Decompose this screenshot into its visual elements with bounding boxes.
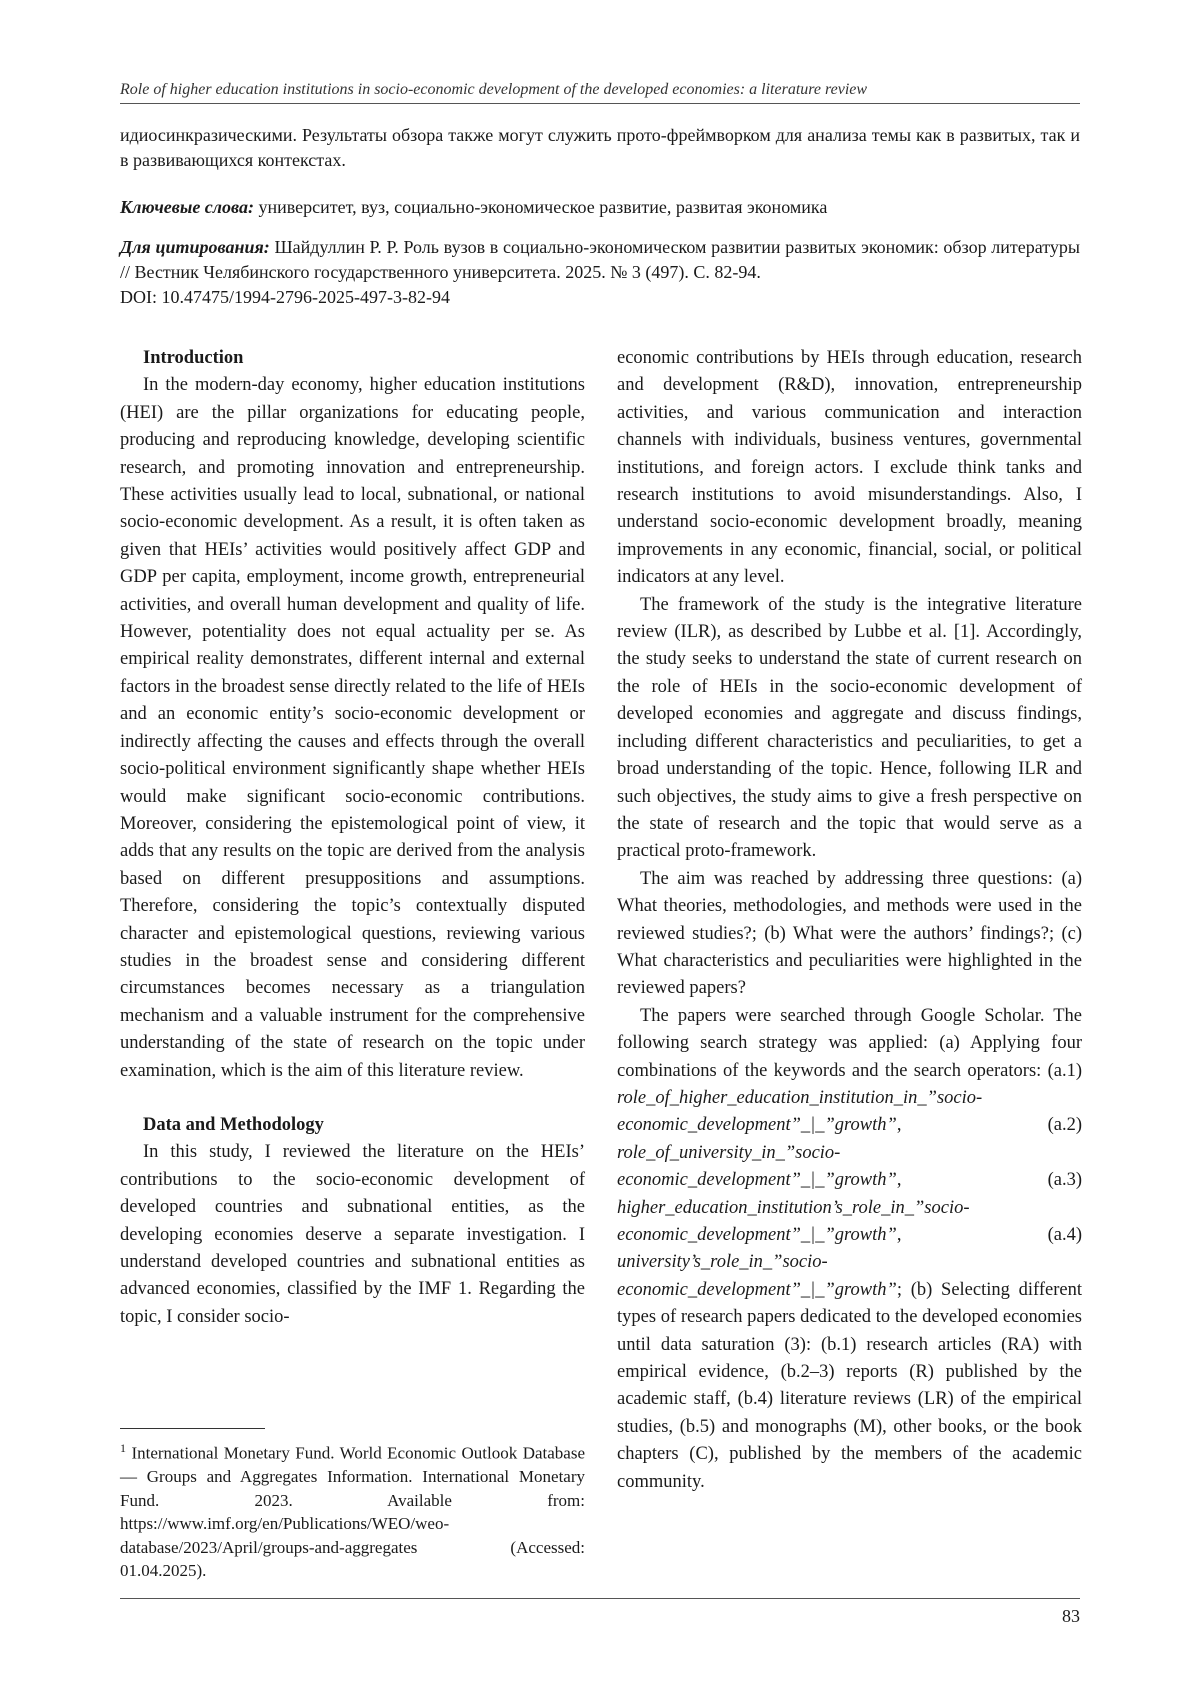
footer-rule [120, 1598, 1080, 1599]
search-intro: The papers were searched through Google Scholar. The following search strategy was applied: (a) Applying four combinations of the keywords and the search operators: (a.1) [617, 1005, 1082, 1081]
search-query-2: role_of_university_in_”socio-economic_development”_|_”growth” [617, 1142, 897, 1191]
footnote-text: International Monetary Fund. World Economic Outlook Database — Groups and Aggregates Information. International Monetary Fund. 2023. Available from: https://www.imf.org/en/Publications/WEO/weo-database/2023/April/groups-and-aggregates (Accessed: 01.04.2025). [120, 1443, 585, 1581]
search-sep-2: , (a.3) [896, 1170, 1082, 1191]
header-rule [120, 103, 1080, 104]
citation [120, 235, 1080, 310]
aim-paragraph: The aim was reached by addressing three questions: (a) What theories, methodologies, and methods were used in the reviewed studies?; (b) What were the authors’ findings?; (c) What characteristics and peculiarities were highlighted in the reviewed papers? [617, 868, 1082, 999]
abstract-tail: идиосинкразическими. Результаты обзора также могут служить прото-фреймворком для анализа темы как в развитых, так и в развивающихся контекстах. [120, 125, 1080, 170]
search-sep-1: , (a.2) [896, 1115, 1082, 1136]
citation-label: Для цитирования: [120, 237, 270, 257]
methodology-paragraph-start: In this study, I reviewed the literature on the HEIs’ contributions to the socio-economic development of developed countries and subnational entities, as the developing economies deserve a separate investigation. I understand developed countries and subnational entities as advanced economies, classified by the IMF 1. Regarding the topic, I consider socio- [120, 1142, 585, 1327]
search-paragraph [617, 1003, 1082, 1496]
methodology-paragraph-cont: economic contributions by HEIs through education, research and development (R&D), innovation, entrepreneurship activities, and various communication and interaction channels with individuals, business ventures, governmental institutions, and foreign actors. I exclude think tanks and research institutions to avoid misunderstandings. Also, I understand socio-economic development broadly, meaning improvements in any economic, financial, social, or political indicators at any level. [617, 348, 1082, 588]
search-query-3: higher_education_institution’s_role_in_”socio-economic_development”_|_”growth” [617, 1197, 970, 1245]
left-column [120, 345, 585, 1331]
footnote-rule [120, 1428, 265, 1429]
footnote [120, 1437, 585, 1583]
keywords [120, 195, 1080, 220]
right-column [617, 345, 1082, 1496]
keywords-label: Ключевые слова: [120, 197, 254, 217]
search-query-4: university’s_role_in_”socio-economic_development”_|_”growth” [617, 1252, 897, 1300]
introduction-paragraph: In the modern-day economy, higher education institutions (HEI) are the pillar organizations for educating people, producing and reproducing knowledge, developing scientific research, and promoting innovation and entrepreneurship. These activities usually lead to local, subnational, or national socio-economic development. As a result, it is often taken as given that HEIs’ activities would positively affect GDP and GDP per capita, employment, income growth, entrepreneurial activities, and overall human development and quality of life. However, potentiality does not equal actuality per se. As empirical reality demonstrates, different internal and external factors in the broadest sense directly related to the life of HEIs and an economic entity’s socio-economic development or indirectly affecting the causes and effects through the overall socio-political environment significantly shape whether HEIs would make significant socio-economic contributions. Moreover, considering the epistemological point of view, it adds that any results on the topic are derived from the analysis based on different presuppositions and assumptions. Therefore, considering the topic’s contextually disputed character and epistemological questions, reviewing various studies in the broadest sense and considering different circumstances becomes necessary as a triangulation mechanism and a valuable instrument for the comprehensive understanding of the state of research on the topic under examination, which is the aim of this literature review. [120, 375, 585, 1081]
footnote-marker: 1 [120, 1441, 126, 1455]
citation-text: Шайдуллин Р. Р. Роль вузов в социально-экономическом развитии развитых экономик: обзор литературы // Вестник Челябинского государственного университета. 2025. № 3 (497). С. 82-94. [120, 237, 1081, 282]
introduction-heading: Introduction [143, 348, 244, 368]
page-number: 83 [1062, 1606, 1080, 1626]
running-title: Role of higher education institutions in socio-economic development of the developed economies: a literature review [120, 81, 868, 98]
keywords-text: университет, вуз, социально-экономическое развитие, развитая экономика [258, 197, 828, 217]
citation-doi: DOI: 10.47475/1994-2796-2025-497-3-82-94 [120, 287, 450, 307]
search-rest: ; (b) Selecting different types of research papers dedicated to the developed economies until data saturation (3): (b.1) research articles (RA) with empirical evidence, (b.2–3) reports (R) published by the academic staff, (b.4) literature reviews (LR) of the empirical studies, (b.5) and monographs (M), other books, or the book chapters (C), published by the members of the academic community. [617, 1279, 1082, 1492]
framework-paragraph: The framework of the study is the integrative literature review (ILR), as described by Lubbe et al. [1]. Accordingly, the study seeks to understand the state of current research on the role of HEIs in the socio-economic development of developed economies and aggregate and discuss findings, including different characteristics and peculiarities, to get a broad understanding of the topic. Hence, following ILR and such objectives, the study aims to give a fresh perspective on the state of research and the topic that would serve as a practical proto-framework. [617, 594, 1082, 862]
search-query-1: role_of_higher_education_institution_in_”socio-economic_development”_|_”growth” [617, 1087, 983, 1136]
search-sep-3: , (a.4) [896, 1225, 1082, 1245]
methodology-heading: Data and Methodology [143, 1114, 324, 1135]
